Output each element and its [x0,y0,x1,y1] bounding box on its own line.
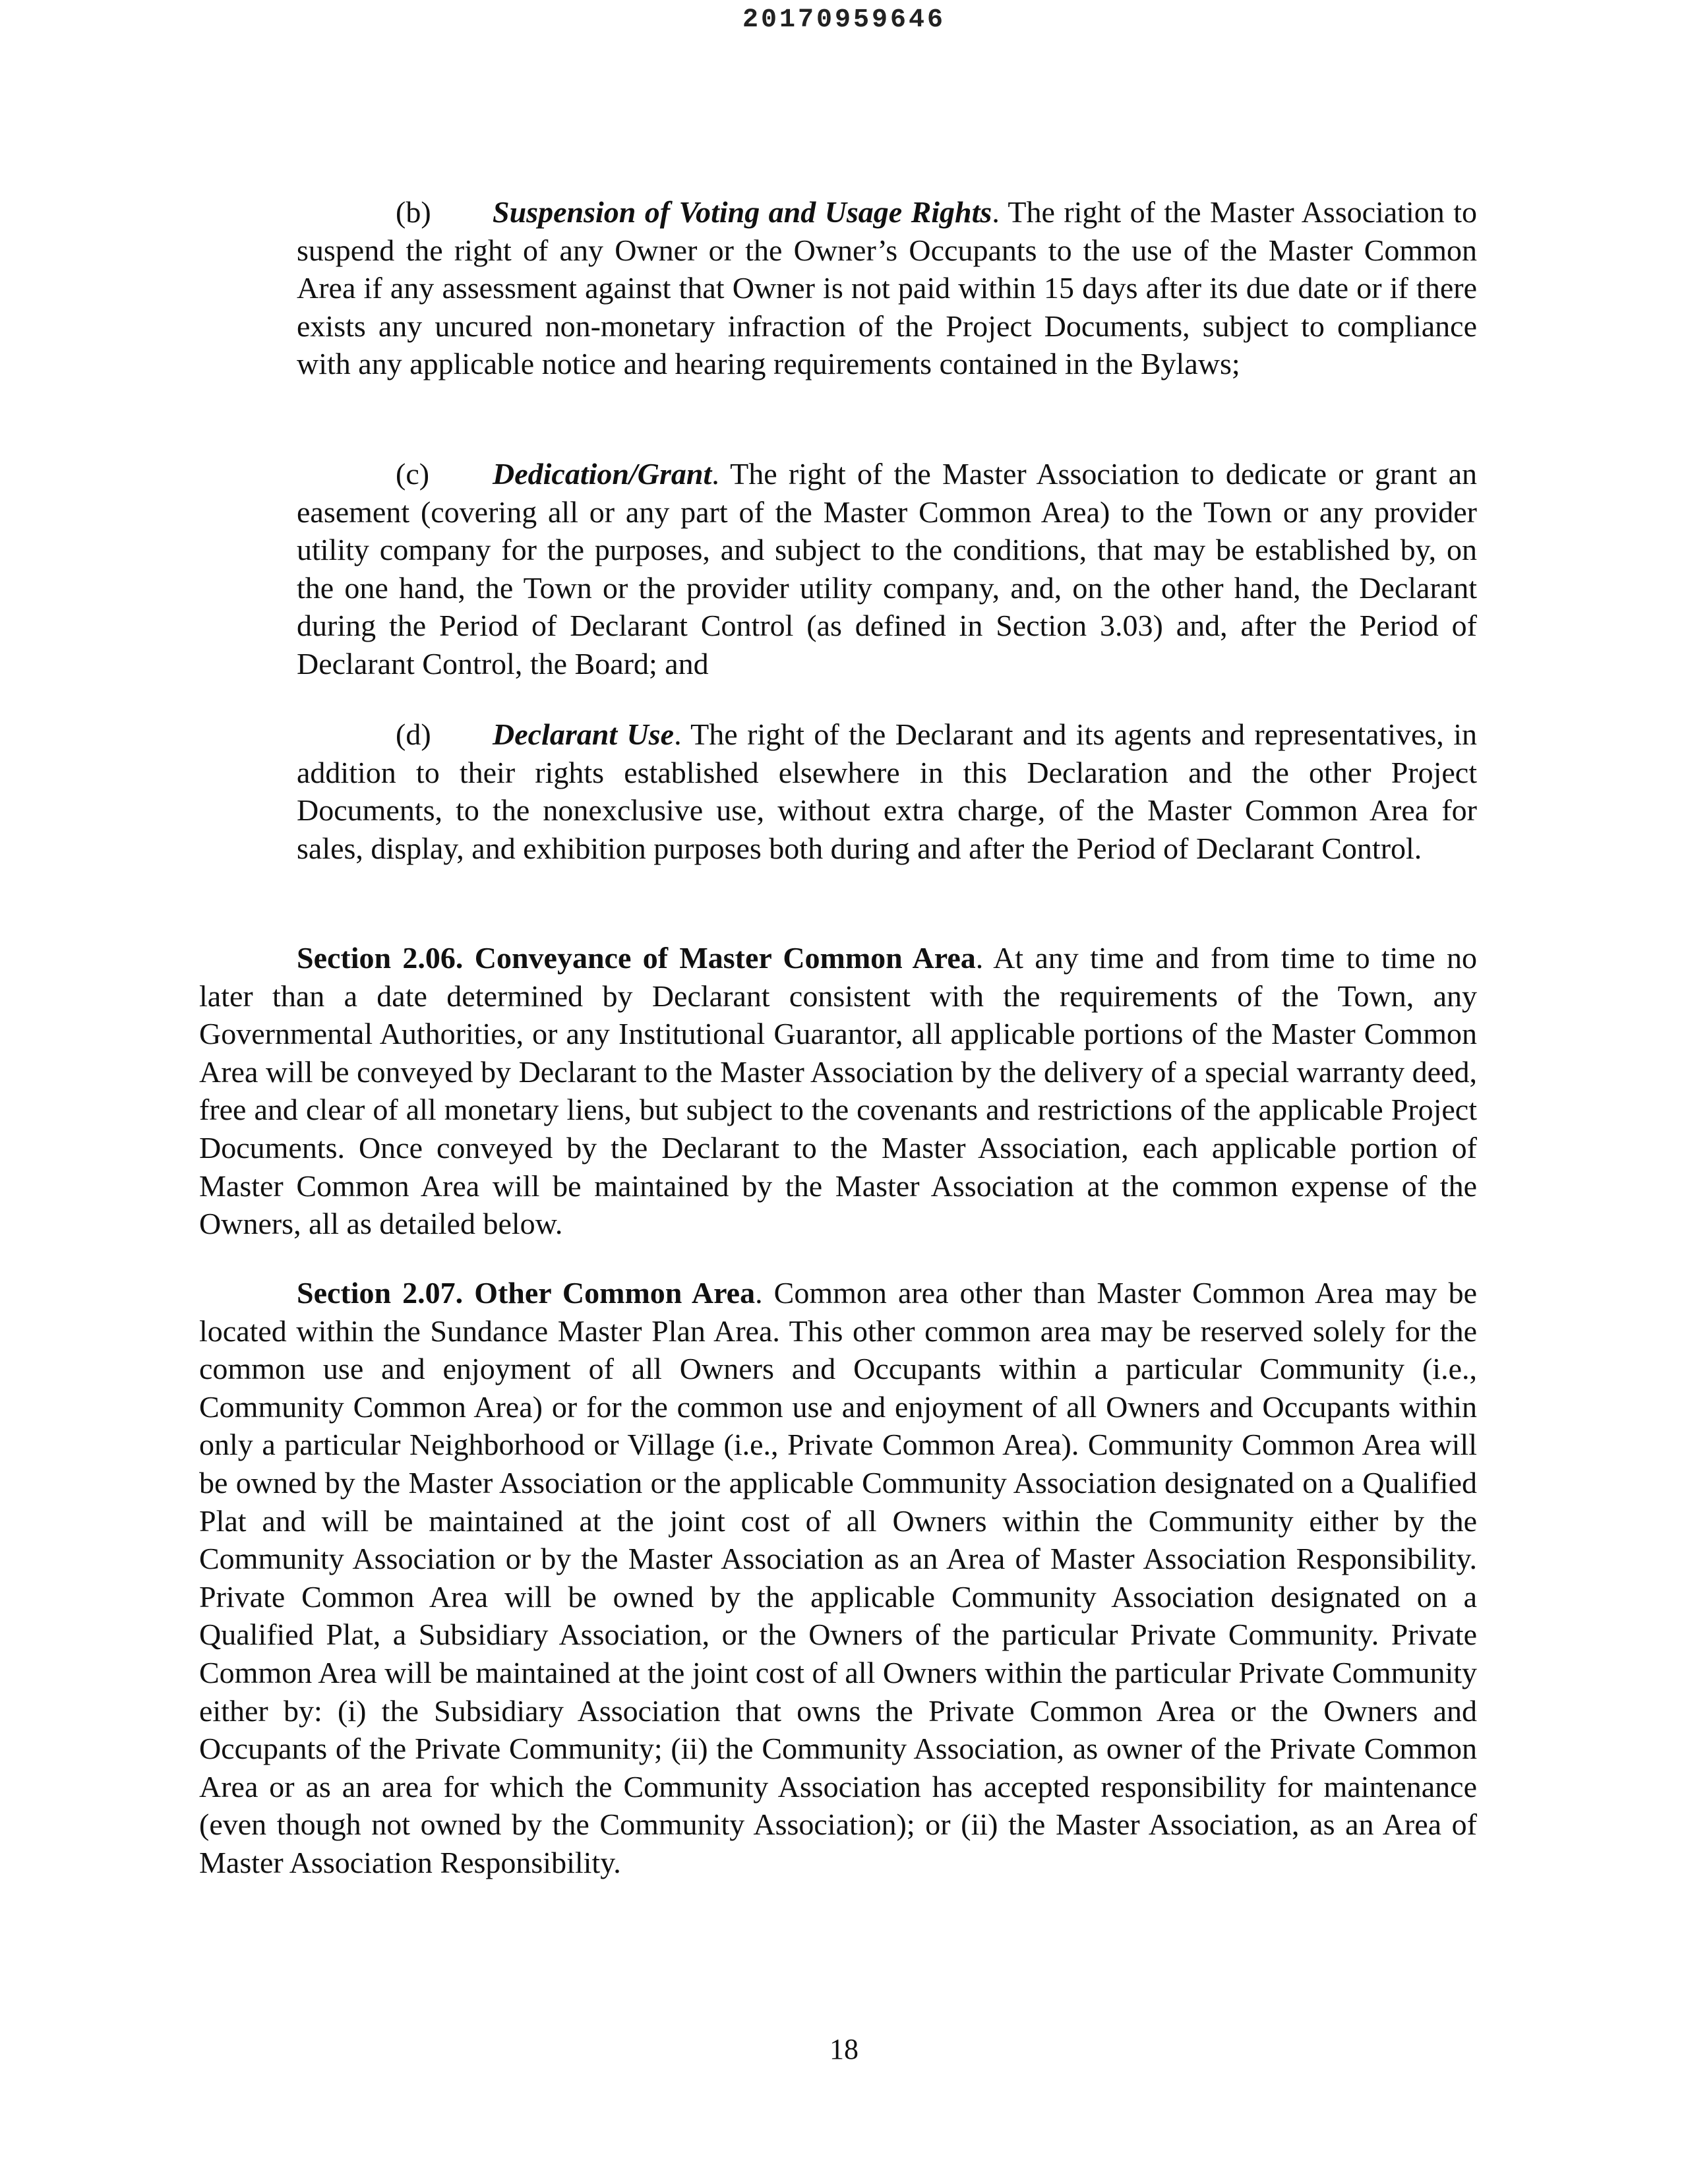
section-2-07-heading: Section 2.07. Other Common Area [297,1276,756,1310]
section-2-06-heading: Section 2.06. Conveyance of Master Common Area [297,941,976,975]
document-number: 20170959646 [742,5,946,35]
section-2-07-body: . Common area other than Master Common Area may be located within the Sundance Master Plan Area. This other common area may be reserved solely for the common use and enjoyment of all Owners and Occupants within a particular Community (i.e., Community Common Area) or for the common use and enjoyment of all Owners and Occupants within only a particular Neighborhood or Village (i.e., Private Common Area). Community Common Area will be owned by the Master Association or the applicable Community Association designated on a Qualified Plat and will be maintained at the joint cost of all Owners within the Community either by the Community Association or by the Master Association as an Area of Master Association Responsibility. Private Common Area will be owned by the applicable Community Association designated on a Qualified Plat, a Subsidiary Association, or the Owners of the particular Private Community. Private Common Area will be maintained at the joint cost of all Owners within the particular Private Community either by: (i) the Subsidiary Association that owns the Private Common Area or the Owners and Occupants of the Private Community; (ii) the Community Association, as owner of the Private Common Area or as an area for which the Community Association has accepted responsibility for maintenance (even though not owned by the Community Association); or (ii) the Master Association, as an Area of Master Association Responsibility. [199,1276,1477,1879]
paragraph-b-body: . The right of the Master Association to suspend the right of any Owner or the Owner’s Occupants to the use of the Master Common Area if any assessment against that Owner is not paid within 15 days after its due date or if there exists any uncured non-monetary infraction of the Project Documents, subject to compliance with any applicable notice and hearing requirements contained in the Bylaws; [297,195,1477,381]
section-2-07 [199,1274,1477,1882]
section-2-06 [199,939,1477,1243]
section-2-06-body: . At any time and from time to time no later than a date determined by Declarant consistent with the requirements of the Town, any Governmental Authorities, or any Institutional Guarantor, all applicable portions of the Master Common Area will be conveyed by Declarant to the Master Association by the delivery of a special warranty deed, free and clear of all monetary liens, but subject to the covenants and restrictions of the applicable Project Documents. Once conveyed by the Declarant to the Master Association, each applicable portion of Master Common Area will be maintained by the Master Association at the common expense of the Owners, all as detailed below. [199,941,1477,1241]
page-number: 18 [829,2033,859,2065]
paragraph-d-letter: (d) [396,717,431,751]
paragraph-b-caption: Suspension of Voting and Usage Rights [493,195,992,229]
paragraph-c-caption: Dedication/Grant [493,457,712,491]
paragraph-c-body: . The right of the Master Association to dedicate or grant an easement (covering all or any part of the Master Common Area) to the Town or any provider utility company for the purposes, and subject to the conditions, that may be established by, on the one hand, the Town or the provider utility company, and, on the other hand, the Declarant during the Period of Declarant Control (as defined in Section 3.03) and, after the Period of Declarant Control, the Board; and [297,457,1477,681]
paragraph-d [297,715,1477,867]
paragraph-d-body: . The right of the Declarant and its agents and representatives, in addition to their rights established elsewhere in this Declaration and the other Project Documents, to the nonexclusive use, without extra charge, of the Master Common Area for sales, display, and exhibition purposes both during and after the Period of Declarant Control. [297,717,1477,865]
paragraph-b [297,193,1477,383]
paragraph-c [297,455,1477,683]
paragraph-c-letter: (c) [396,457,430,491]
paragraph-b-letter: (b) [396,195,431,229]
paragraph-d-caption: Declarant Use [493,717,675,751]
